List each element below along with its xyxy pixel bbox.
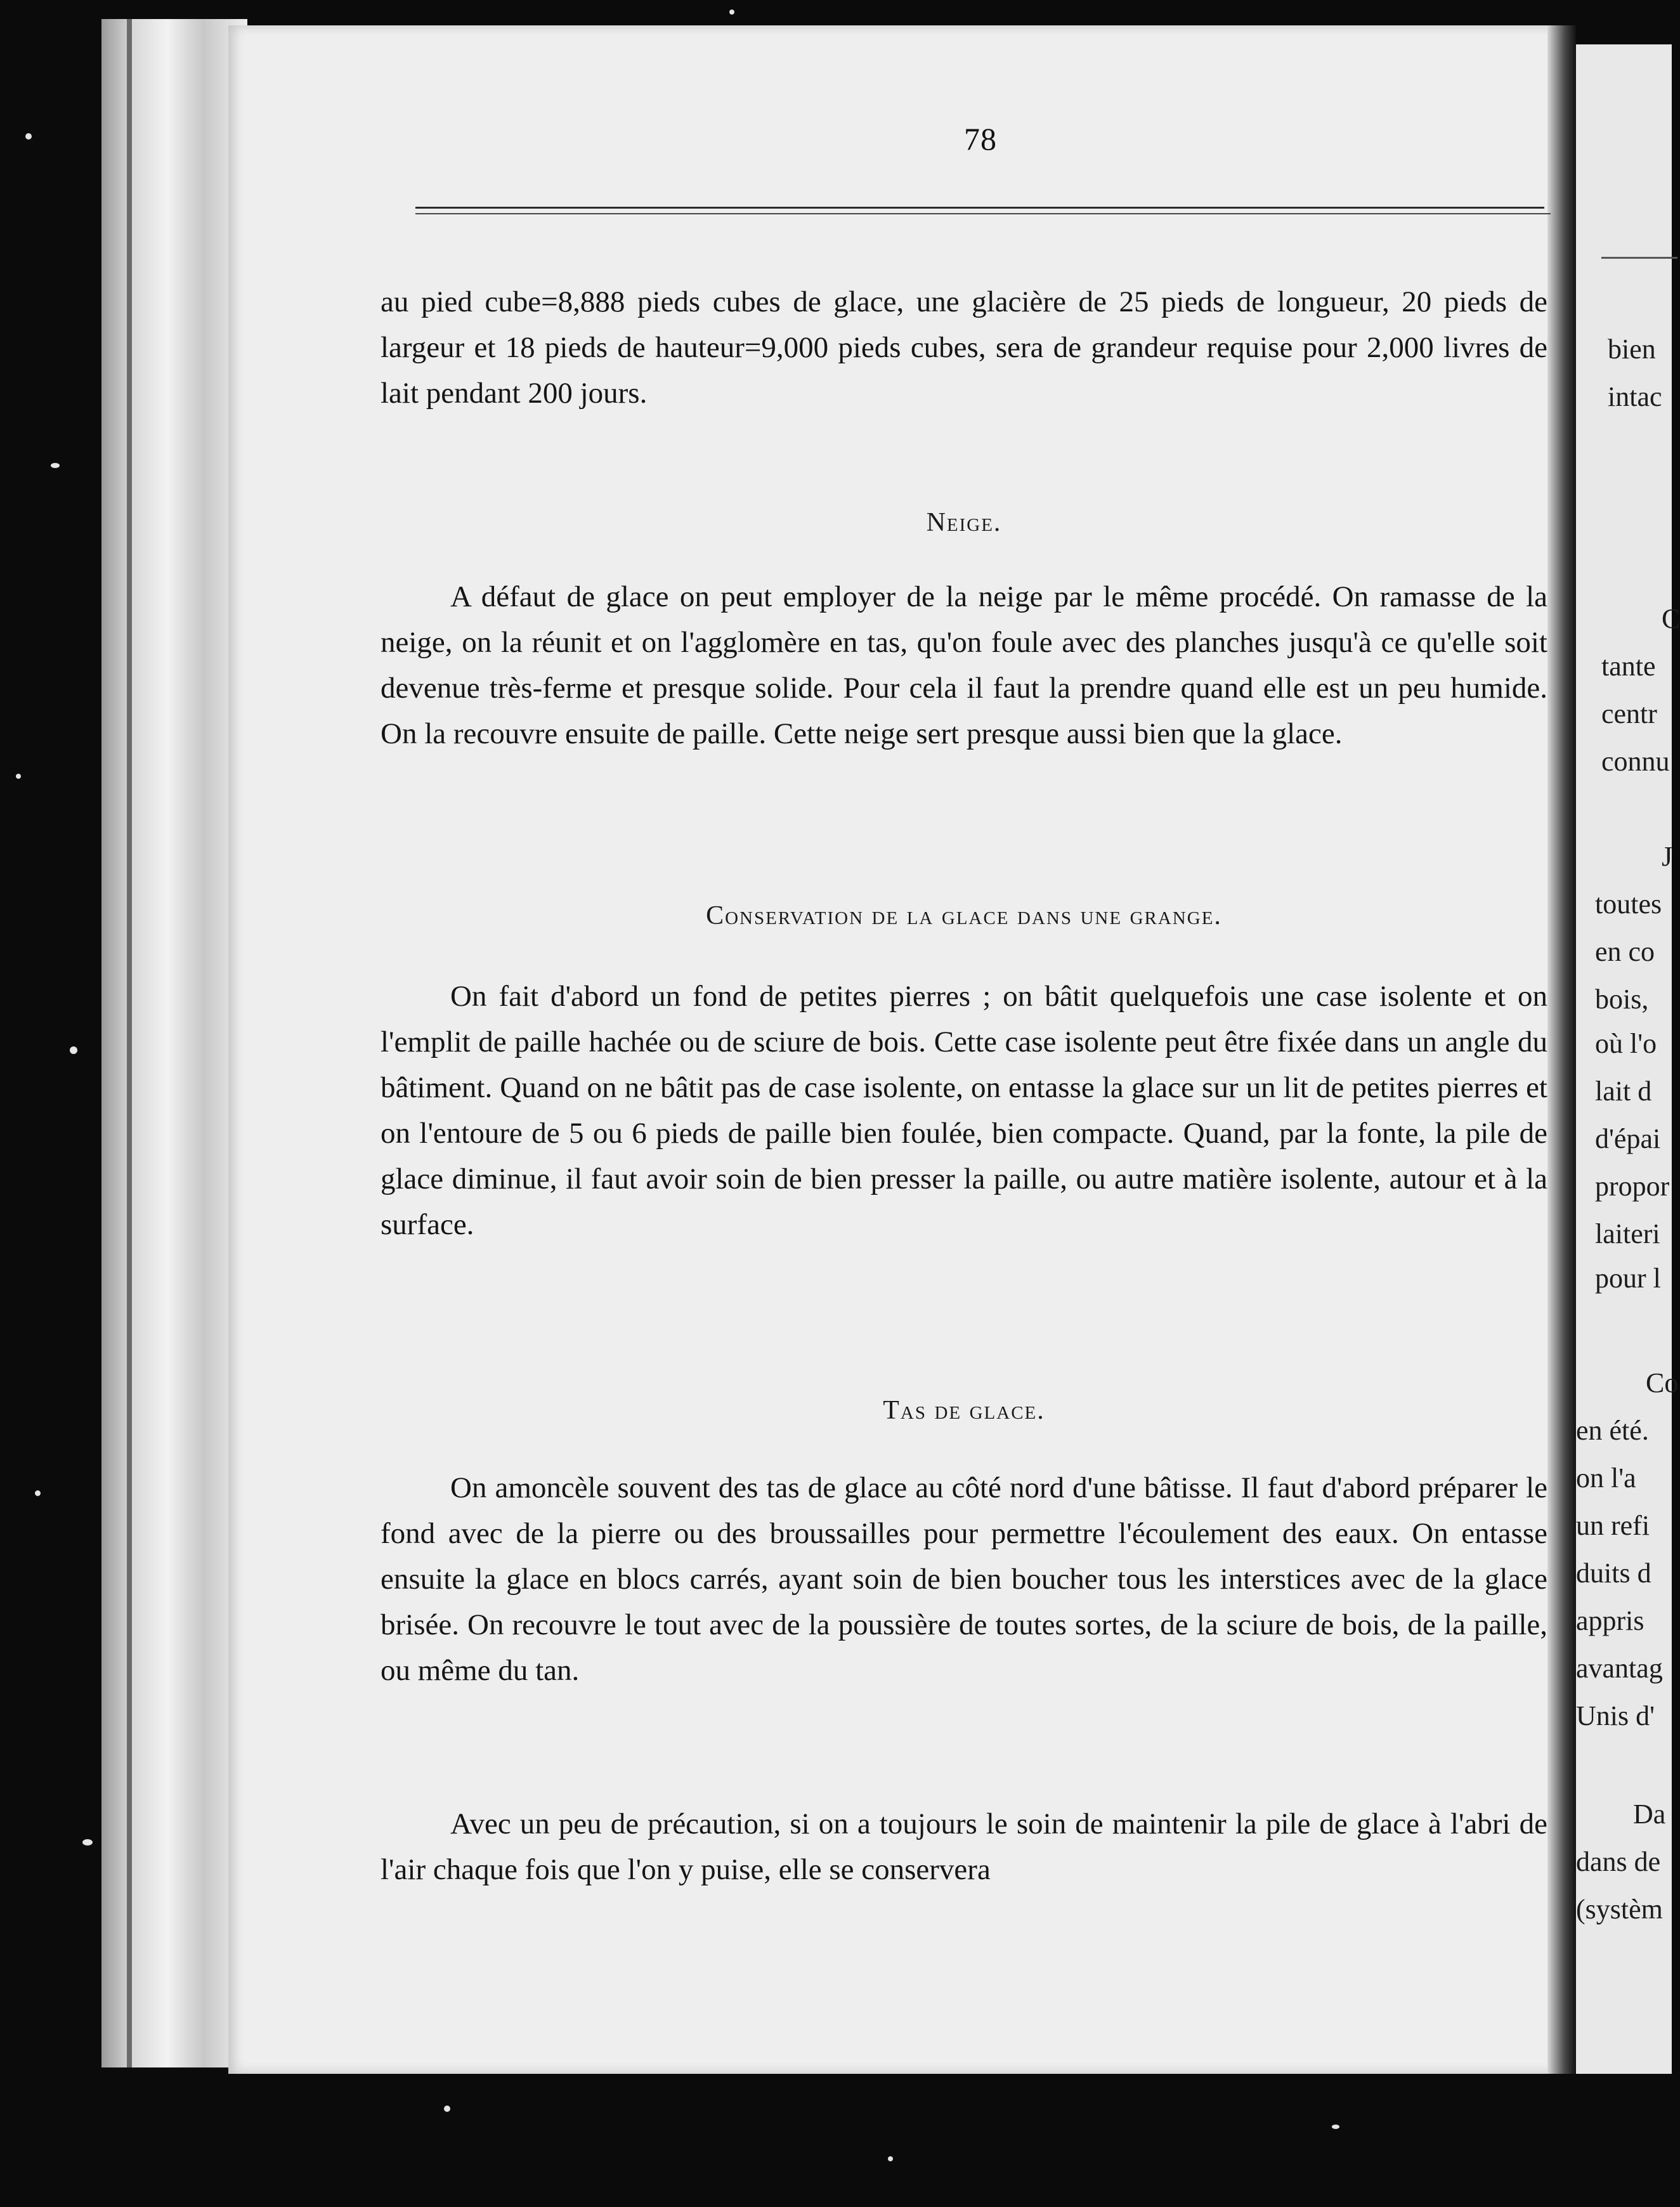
facing-page-fragment: Da [1633, 1799, 1666, 1830]
facing-page [1576, 44, 1680, 2074]
facing-page-fragment: Co [1646, 1367, 1679, 1398]
facing-page-fragment: (systèm [1576, 1894, 1663, 1925]
facing-page-fragment: propor [1595, 1171, 1670, 1202]
paragraph-text: Avec un peu de précaution, si on a toujours le soin de maintenir la pile de glace à l'abri de l'air chaque fois que l'on y puise, elle se conservera [381, 1807, 1547, 1886]
facing-page-fragment: où l'o [1595, 1028, 1657, 1059]
facing-page-fragment: lait d [1595, 1076, 1652, 1107]
facing-page-fragment: J [1662, 841, 1673, 872]
facing-page-fragment: pour l [1595, 1263, 1661, 1294]
scan-speck [82, 1839, 93, 1846]
facing-page-fragment: tante [1601, 651, 1656, 682]
scan-speck [51, 463, 60, 468]
paragraph-text: A défaut de glace on peut employer de la neige par le même procédé. On ramasse de la neige, on la réunit et on l'agglomère en tas, qu'on foule avec des planches jusqu'à ce qu'elle soit devenue très-ferme et presque solide. Pour cela il faut la prendre quand elle est un peu humide. On la recouvre ensuite de paille. Cette neige sert presque aussi bien que la glace. [381, 580, 1547, 750]
paragraph-text: On fait d'abord un fond de petites pierres ; on bâtit quelquefois une case isolente et on l'emplit de paille hachée ou de sciure de bois. Cette case isolente peut être fixée dans un angle du bâtiment. Quand on ne bâtit pas de case isolente, on entasse la glace sur un lit de petites pierres et on l'entoure de 5 ou 6 pieds de paille bien foulée, bien compacte. Quand, par la fonte, la pile de glace diminue, il faut avoir soin de bien presser la paille, ou autre matière isolente, autour et à la surface. [381, 980, 1547, 1241]
facing-page-rule [1601, 257, 1677, 259]
page-number: 78 [964, 121, 997, 157]
scan-speck [35, 1490, 41, 1496]
facing-page-fragment: laiteri [1595, 1218, 1660, 1249]
facing-page-fragment: bois, [1595, 984, 1649, 1015]
facing-page-fragment: intac [1608, 381, 1662, 412]
facing-page-fragment: en co [1595, 936, 1655, 967]
header-rule-secondary [415, 213, 1551, 214]
paragraph-text: On amoncèle souvent des tas de glace au côté nord d'une bâtisse. Il faut d'abord préparer le fond avec de la pierre ou des broussailles pour permettre l'écoulement des eaux. On entasse ensuite la glace en blocs carrés, ayant soin de bien boucher tous les interstices avec de la glace brisée. On recouvre le tout avec de la poussière de toutes sortes, de la sciure de bois, de la paille, ou même du tan. [381, 1471, 1547, 1687]
book-gutter [1547, 25, 1576, 2074]
facing-page-fragment: bien [1608, 334, 1656, 365]
facing-page-fragment: d'épai [1595, 1123, 1661, 1154]
paragraph-conservation [381, 973, 1547, 1247]
paragraph-neige [381, 574, 1547, 757]
scan-speck [25, 133, 32, 140]
facing-page-fragment: en été. [1576, 1415, 1649, 1446]
page-stack-edge [101, 19, 247, 2067]
scan-speck [729, 10, 734, 15]
scan-speck [70, 1046, 77, 1054]
facing-page-fragment: dans de [1576, 1846, 1661, 1877]
scan-speck [16, 774, 21, 779]
heading-conservation-grange: Conservation de la glace dans une grange. [706, 901, 1222, 930]
facing-page-fragment: C [1662, 603, 1680, 634]
facing-page-fragment: on l'a [1576, 1462, 1636, 1494]
paragraph-precaution [381, 1801, 1547, 1892]
heading-tas-de-glace: Tas de glace. [883, 1396, 1045, 1425]
scan-speck [1332, 2125, 1339, 2129]
facing-page-fragment: toutes [1595, 889, 1662, 920]
paragraph-tas-de-glace [381, 1465, 1547, 1693]
facing-page-fragment: Unis d' [1576, 1700, 1655, 1731]
facing-page-fragment: duits d [1576, 1558, 1651, 1589]
facing-page-fragment: un refi [1576, 1510, 1650, 1541]
heading-neige: Neige. [926, 508, 1002, 537]
paragraph-glaciere-dimensions [381, 279, 1547, 416]
paragraph-text: au pied cube=8,888 pieds cubes de glace, une glacière de 25 pieds de longueur, 20 pieds de largeur et 18 pieds de hauteur=9,000 pieds cubes, sera de grandeur requise pour 2,000 livres de lait pendant 200 jours. [381, 285, 1547, 410]
facing-page-fragment: avantag [1576, 1653, 1663, 1684]
scan-speck [888, 2156, 893, 2161]
facing-page-fragment: appris [1576, 1605, 1644, 1636]
scan-speck [444, 2106, 450, 2112]
header-rule [415, 207, 1544, 209]
facing-page-fragment: connu [1601, 746, 1670, 777]
facing-page-fragment: centr [1601, 698, 1657, 729]
